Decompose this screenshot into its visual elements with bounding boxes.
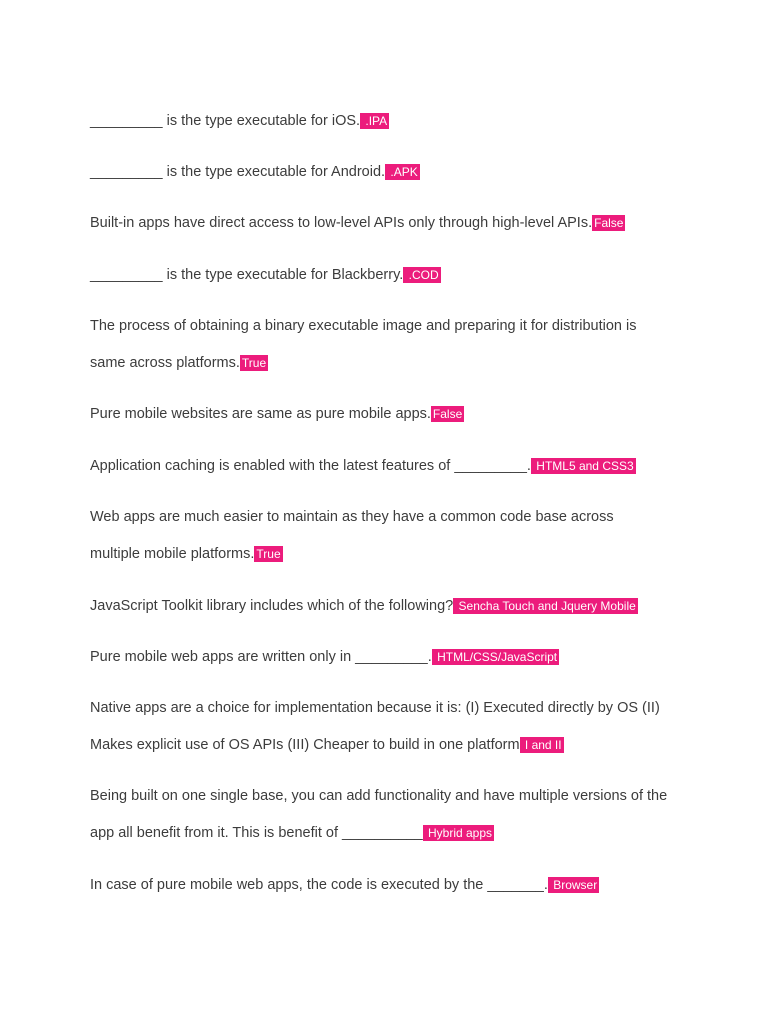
question-item <box>90 154 680 191</box>
question-text: Web apps are much easier to maintain as they have a common code base across multiple mobile platforms. <box>90 509 614 562</box>
question-text: Pure mobile web apps are written only in _________. <box>90 649 432 665</box>
question-text: The process of obtaining a binary executable image and preparing it for distribution is same across platforms. <box>90 318 637 371</box>
answer-highlight: False <box>594 216 624 230</box>
answer-highlight: I and II <box>521 738 562 752</box>
question-item <box>90 588 710 625</box>
question-item <box>90 867 680 904</box>
question-item <box>90 103 680 140</box>
question-text: Native apps are a choice for implementation because it is: (I) Executed directly by OS (II) Makes explicit use of OS APIs (III) Cheaper to build in one platform <box>90 700 660 753</box>
question-item <box>90 308 670 382</box>
question-text: Application caching is enabled with the latest features of _________. <box>90 458 531 474</box>
answer-highlight: True <box>241 356 267 370</box>
answer-highlight: Hybrid apps <box>424 826 493 840</box>
question-text: Pure mobile websites are same as pure mobile apps. <box>90 406 431 422</box>
question-item <box>90 639 680 676</box>
question-item <box>90 257 680 294</box>
question-text: Built-in apps have direct access to low-level APIs only through high-level APIs. <box>90 215 593 231</box>
question-item <box>90 396 680 433</box>
question-item <box>90 778 670 852</box>
question-text: _________ is the type executable for Android. <box>90 164 386 180</box>
question-item <box>90 205 680 242</box>
answer-highlight: .COD <box>405 268 439 282</box>
question-item <box>90 690 665 764</box>
question-text: _________ is the type executable for iOS. <box>90 113 361 129</box>
answer-highlight: Sencha Touch and Jquery Mobile <box>455 599 636 613</box>
question-text: In case of pure mobile web apps, the code is executed by the _______. <box>90 877 548 893</box>
question-text: Being built on one single base, you can add functionality and have multiple versions of the app all benefit from it. This is benefit of __________ <box>90 788 668 841</box>
answer-highlight: False <box>432 407 463 421</box>
answer-highlight: HTML5 and CSS3 <box>532 459 634 473</box>
answer-highlight: HTML/CSS/JavaScript <box>433 650 558 664</box>
answer-highlight: Browser <box>549 878 598 892</box>
answer-highlight: .APK <box>387 165 418 179</box>
question-item <box>90 499 650 573</box>
answer-highlight: True <box>256 547 281 561</box>
answer-highlight: .IPA <box>362 114 388 128</box>
question-text: _________ is the type executable for Blackberry. <box>90 267 404 283</box>
question-item <box>90 448 680 485</box>
question-text: JavaScript Toolkit library includes which of the following? <box>90 598 454 614</box>
